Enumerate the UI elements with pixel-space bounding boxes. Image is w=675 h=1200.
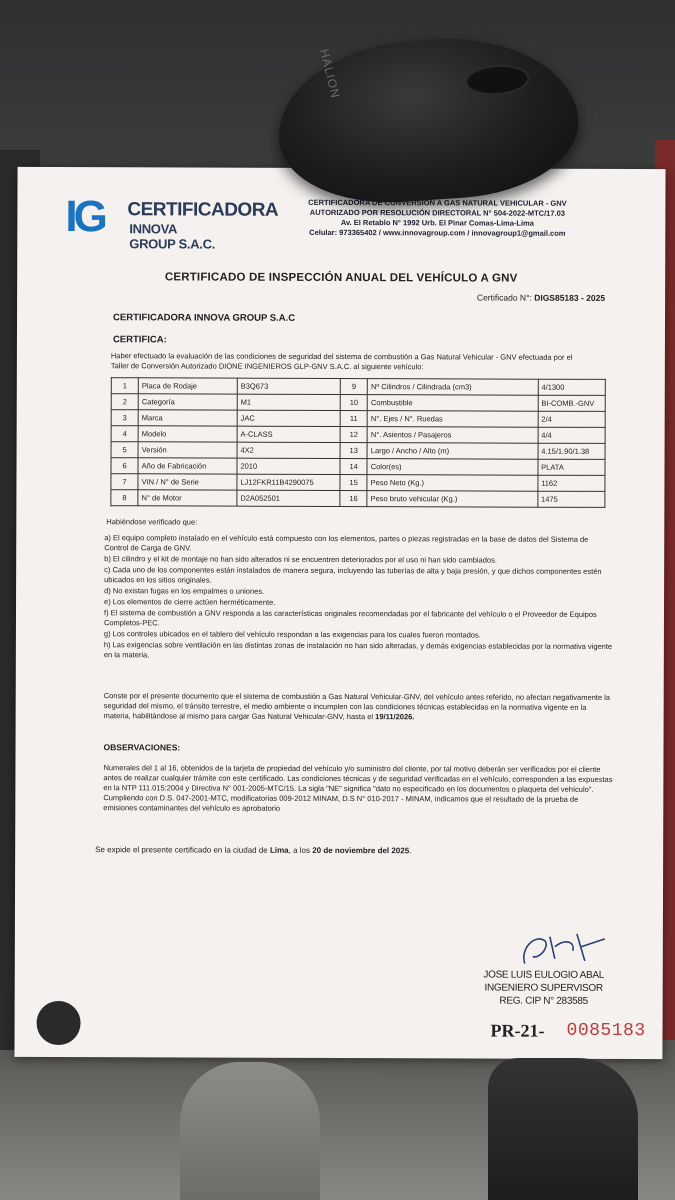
shoe-right — [488, 1058, 638, 1200]
vehicle-table-cell: 5 — [111, 442, 138, 458]
vehicle-table-cell: D2A052501 — [237, 490, 340, 506]
signatory-role: INGENIERO SUPERVISOR — [484, 982, 603, 994]
valid-until-date: 19/11/2026. — [375, 712, 415, 722]
logo-line2: INNOVA GROUP S.A.C. — [129, 221, 216, 252]
verification-item: d) No existan fugas en los empalmes o uniones. — [104, 586, 265, 596]
document-title: CERTIFICADO DE INSPECCIÓN ANUAL DEL VEHÍCULO A GNV — [164, 271, 518, 285]
mouse-wheel — [464, 63, 530, 97]
vehicle-table-row — [111, 394, 605, 412]
vehicle-table-row — [111, 490, 605, 508]
vehicle-table-cell: M1 — [237, 394, 340, 410]
vehicle-table-cell: 1162 — [538, 475, 605, 491]
vehicle-table-cell: 4/4 — [538, 427, 605, 443]
vehicle-table-cell: Nº Cilindros / Cilindrada (cm3) — [367, 379, 538, 396]
vehicle-table-cell: 10 — [340, 394, 367, 410]
header-line2: AUTORIZADO POR RESOLUCIÓN DIRECTORAL N° 504-2022-MTC/17.03 — [309, 207, 565, 218]
issue-prefix: Se expide el presente certificado en la ciudad de — [95, 845, 268, 855]
vehicle-table-cell: 4/1300 — [538, 379, 605, 395]
vehicle-table-cell: LJ12FKR11B4290075 — [237, 474, 340, 490]
vehicle-data-table — [110, 377, 605, 508]
vehicle-table-cell: Año de Fabricación — [138, 458, 237, 474]
logo-line1: CERTIFICADORA — [127, 199, 279, 221]
header-line4: Celular: 973365402 / www.innovagroup.com / innovagroup1@gmail.com — [309, 227, 566, 238]
signatory-block — [469, 968, 619, 1008]
header-authorization-block — [287, 198, 587, 239]
issue-city: Lima — [269, 845, 289, 855]
certificate-number-value: DIGS85183 - 2025 — [534, 292, 606, 303]
logo-mark: IG — [65, 192, 104, 242]
vehicle-table-cell: 3 — [111, 410, 138, 426]
company-logo — [65, 192, 279, 252]
issue-suffix: . — [409, 846, 412, 856]
verification-item: h) Las exigencias sobre ventilación en las distintas zonas de instalación no han sido alteradas, y demás exigencias establecidas por la normativa vigente en la materia. — [103, 640, 613, 660]
vehicle-table-cell: Versión — [138, 442, 237, 458]
vehicle-table-cell: 13 — [340, 442, 367, 458]
mouse-brand: HALION — [316, 47, 343, 101]
certifica-heading: CERTIFICA: — [112, 334, 167, 346]
vehicle-table-cell: 4X2 — [237, 442, 340, 458]
vehicle-table-row — [111, 378, 605, 396]
vehicle-table-cell: A-CLASS — [237, 426, 340, 442]
verification-list — [104, 533, 614, 663]
vehicle-table-cell: 15 — [340, 474, 367, 490]
vehicle-table-cell: Largo / Ancho / Alto (m) — [367, 443, 538, 460]
verification-item: e) Los elementos de cierre actúen herméticamente. — [104, 597, 276, 607]
serial-label: PR-21- — [490, 1020, 545, 1041]
vehicle-table-cell: 4.15/1.90/1.38 — [538, 443, 605, 459]
verification-item: f) El sistema de combustión a GNV responda a las características originales recomendadas por el fabricante del vehículo o el Proveedor de Equipos Completos-PEC. — [103, 608, 597, 628]
conste-text: Conste por el presente documento que el sistema de combustión a Gas Natural Vehicular-GNV, del vehículo antes referido, no afectan negativamente la seguridad del mismo, el tránsito terrestre, el medio ambiente o incumplen con las condiciones técnicas establecidas en la normativa vigente en la materia, habilitándose al mismo para cargar Gas Natural Vehicular-GNV, hasta el — [103, 691, 611, 722]
vehicle-table-cell: N°. Asientos / Pasajeros — [367, 427, 538, 444]
vehicle-table-cell: VIN / N° de Serie — [138, 474, 237, 490]
vehicle-table-cell: 1475 — [538, 491, 605, 507]
vehicle-table-cell: 14 — [340, 458, 367, 474]
vehicle-table-cell: N° de Motor — [138, 490, 237, 506]
vehicle-table-cell: 2/4 — [538, 411, 605, 427]
punch-hole — [36, 1001, 80, 1045]
vehicle-table-cell: Peso bruto vehicular (Kg.) — [367, 491, 538, 508]
handwritten-signature — [495, 929, 615, 969]
certificate-number — [477, 292, 605, 302]
vehicle-table-cell: Color(es) — [367, 459, 538, 476]
vehicle-table-cell: 16 — [340, 490, 367, 506]
issue-date: 20 de noviembre del 2025 — [312, 845, 410, 856]
serial-number: 0085183 — [566, 1020, 646, 1042]
vehicle-table-cell: 2 — [111, 394, 138, 410]
vehicle-table-cell: Peso Neto (Kg.) — [367, 475, 538, 492]
header-line3: Av. El Retablo N° 1992 Urb. El Pinar Comas-Lima-Lima — [340, 218, 534, 228]
vehicle-table-cell: 7 — [111, 474, 138, 490]
certificate-document — [14, 167, 665, 1059]
vehicle-table-cell: Combustible — [367, 395, 538, 412]
vehicle-table-cell: 6 — [111, 458, 138, 474]
vehicle-table-cell: Marca — [138, 410, 237, 426]
vehicle-table-cell: PLATA — [538, 459, 605, 475]
verification-item: c) Cada uno de los componentes están instalados de manera segura, incluyendo las tuberías de alta y baja presión, y que dichos componentes estén ubicados en los sitios originales. — [104, 565, 602, 585]
vehicle-table-cell: Categoría — [138, 394, 237, 410]
intro-paragraph: Haber efectuado la evaluación de las condiciones de seguridad del sistema de combustión a Gas Natural Vehicular - GNV efectuada por el Taller de Conversión Autorizado DIONE INGENIEROS GLP-GNV S.A.C. al siguiente vehículo: — [110, 351, 573, 372]
vehicle-table-cell: 12 — [340, 426, 367, 442]
certificate-number-label: Certificado N°: — [476, 292, 532, 303]
verification-heading: Habiéndose verificado que: — [106, 517, 198, 527]
verification-item: a) El equipo completo instalado en el vehículo está compuesto con los elementos, partes o piezas registradas en la base de datos del Sistema de Control de Carga de GNV. — [104, 533, 589, 553]
issue-statement — [95, 845, 411, 855]
vehicle-table-cell: 11 — [340, 410, 367, 426]
vehicle-table-cell: 8 — [111, 490, 138, 506]
vehicle-table-cell: JAC — [237, 410, 340, 426]
vehicle-table-row — [111, 426, 605, 444]
verification-item: g) Los controles ubicados en el tablero del vehículo respondan a las exigencias para los cuales fueron montados. — [103, 629, 481, 640]
vehicle-table-cell: Placa de Rodaje — [138, 378, 237, 394]
vehicle-table-row — [111, 474, 605, 492]
issue-mid: , a los — [288, 845, 310, 855]
vehicle-table-row — [111, 458, 605, 476]
company-name: CERTIFICADORA INNOVA GROUP S.A.C — [113, 312, 296, 324]
vehicle-table-cell: Modelo — [138, 426, 237, 442]
observations-text — [103, 763, 613, 815]
vehicle-table-cell: 4 — [111, 426, 138, 442]
conste-paragraph — [104, 691, 614, 723]
vehicle-table-row — [111, 442, 605, 460]
verification-item: b) El cilindro y el kit de montaje no han sido alterados ni se encuentren deteriorados por el uso ni han sido cambiados. — [104, 554, 497, 565]
signatory-registration: REG. CIP N° 283585 — [499, 995, 588, 1007]
vehicle-table-cell: BI-COMB.-GNV — [538, 395, 605, 411]
header-line1: CERTIFICADORA DE CONVERSIÓN A GAS NATURAL VEHICULAR - GNV — [308, 197, 567, 208]
observations-heading: OBSERVACIONES: — [103, 742, 181, 753]
vehicle-table-cell: 9 — [340, 378, 367, 394]
signatory-name: JOSE LUIS EULOGIO ABAL — [483, 969, 605, 981]
vehicle-table-cell: 1 — [111, 378, 138, 394]
shoe-left — [180, 1062, 320, 1200]
vehicle-table-cell: 2010 — [237, 458, 340, 474]
observations-paragraph: Numerales del 1 al 16, obtenidos de la tarjeta de propiedad del vehículo y/o suministro del cliente, por tal motivo deberán ser verificados por el cliente antes de realizar cualquier trámite con este certificado. Las condiciones técnicas y de seguridad verificadas en el vehículo, corresponden a las expuestas en la NTP 111.015:2004 y Directiva N° 001-2005-MTC/15. La sigla "NE" significa "dato no especificado en los documentos o plaqueta del vehículo". — [103, 763, 613, 794]
observations-paragraph: Cumpliendo con D.S. 047-2001-MTC, modificatorias 009-2012 MINAM, D.S N° 010-2017 - MINAM, indicamos que el resultado de la prueba de emisiones contaminantes del vehículo es aprobatorio — [103, 793, 579, 813]
vehicle-table-cell: B3Q673 — [237, 378, 340, 394]
vehicle-table-row — [111, 410, 605, 428]
vehicle-table-cell: N°. Ejes / N°. Ruedas — [367, 411, 538, 428]
